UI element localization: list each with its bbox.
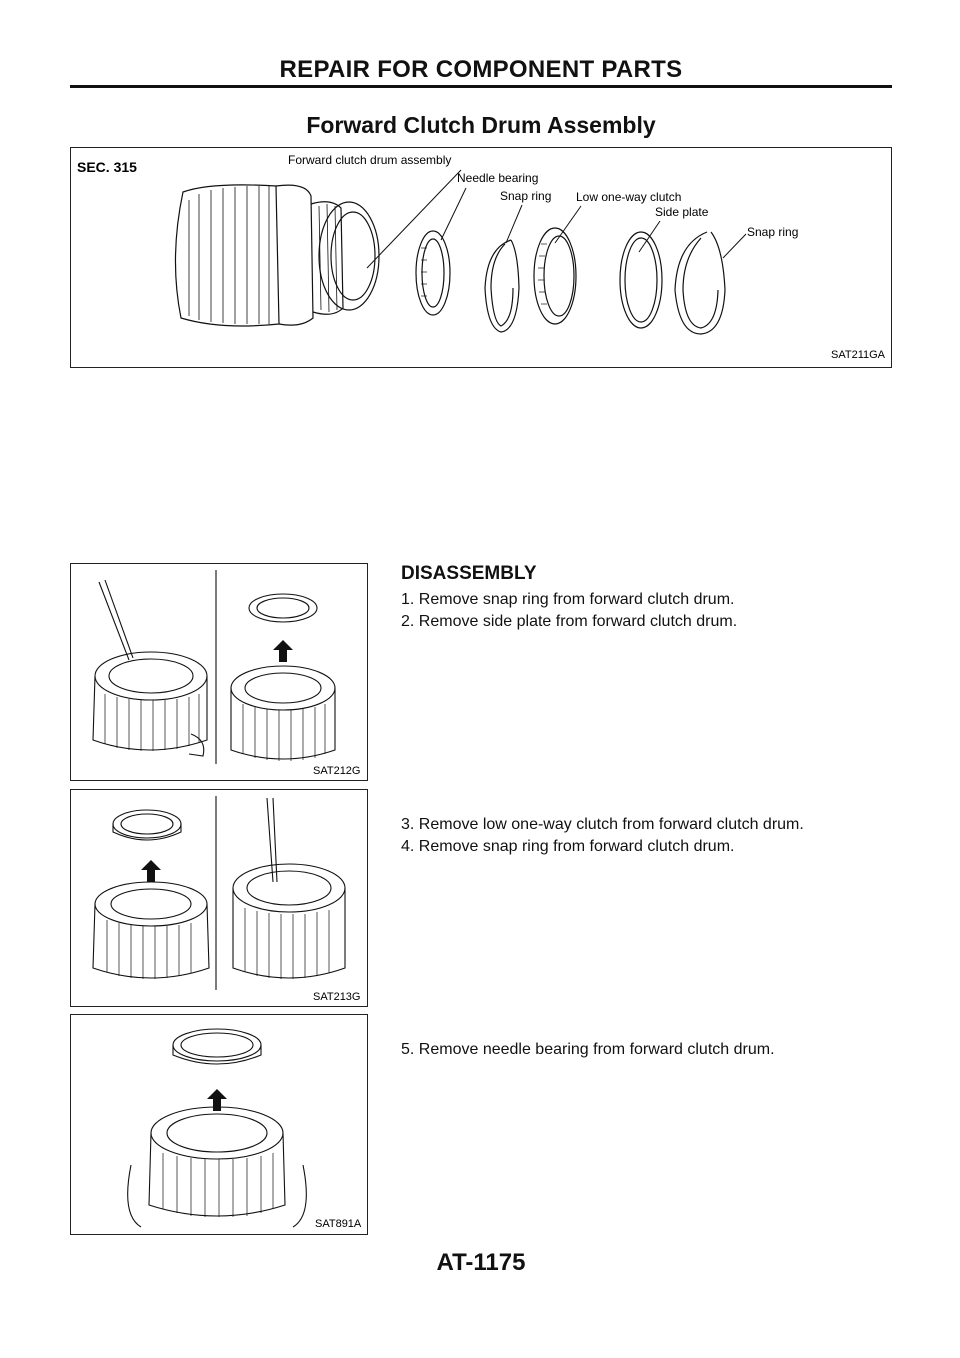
snap-ring-1-drawing	[485, 240, 519, 332]
figure-code-sat213g: SAT213G	[313, 991, 361, 1003]
snap-ring-2-drawing	[675, 232, 725, 334]
page-number: AT-1175	[436, 1249, 526, 1276]
needle-bearing-drawing	[416, 231, 450, 315]
up-arrow-icon	[141, 860, 161, 882]
needle-bearing-removal-drawing	[71, 1015, 366, 1233]
label-side-plate: Side plate	[655, 205, 709, 219]
step-5: 5. Remove needle bearing from forward clutch drum.	[401, 1041, 775, 1058]
step-2: 2. Remove side plate from forward clutch drum.	[401, 613, 738, 630]
section-title: Forward Clutch Drum Assembly	[306, 112, 656, 138]
sec-label: SEC. 315	[77, 159, 137, 175]
label-low-one-way-clutch: Low one-way clutch	[576, 190, 682, 204]
label-forward-clutch-drum: Forward clutch drum assembly	[288, 153, 452, 167]
up-arrow-icon	[207, 1089, 227, 1111]
header-rule	[70, 85, 892, 88]
figure-sat213g	[70, 789, 368, 1007]
disassembly-heading: DISASSEMBLY	[401, 563, 537, 584]
figure-sat891a	[70, 1014, 368, 1235]
exploded-view-figure	[70, 147, 892, 368]
label-snap-ring-1: Snap ring	[500, 189, 552, 203]
figure-sat212g	[70, 563, 368, 781]
step-4: 4. Remove snap ring from forward clutch drum.	[401, 838, 735, 855]
step-1: 1. Remove snap ring from forward clutch drum.	[401, 591, 735, 608]
label-needle-bearing: Needle bearing	[457, 171, 539, 185]
forward-clutch-drum-drawing	[175, 185, 379, 326]
exploded-figure-code: SAT211GA	[831, 349, 886, 361]
page-header: REPAIR FOR COMPONENT PARTS	[279, 56, 683, 83]
side-plate-drawing	[620, 232, 662, 328]
one-way-clutch-removal-drawing	[71, 790, 366, 1005]
label-snap-ring-2: Snap ring	[747, 225, 799, 239]
figure-code-sat212g: SAT212G	[313, 765, 361, 777]
snap-ring-removal-drawing	[71, 564, 366, 779]
step-3: 3. Remove low one-way clutch from forward clutch drum.	[401, 816, 804, 833]
figure-code-sat891a: SAT891A	[315, 1218, 362, 1230]
up-arrow-icon	[273, 640, 293, 662]
exploded-view-drawing	[71, 148, 890, 366]
